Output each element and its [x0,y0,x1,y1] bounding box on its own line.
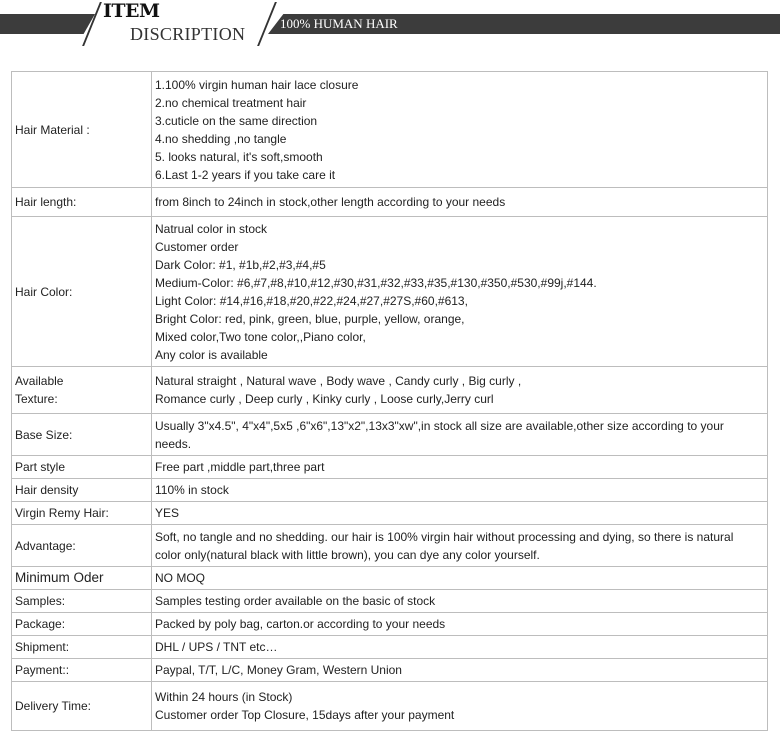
row-texture [12,367,768,414]
header-slash-right [257,2,277,46]
label-hair-material: Hair Material : [12,72,152,188]
value-delivery-time [152,682,768,731]
value-hair-density: 110% in stock [152,479,768,502]
header-band-left [0,14,95,34]
label-texture [12,367,152,414]
texture-line: Romance curly , Deep curly , Kinky curly , Loose curly,Jerry curl [155,392,494,406]
delivery-line: Customer order Top Closure, 15days after your payment [155,708,455,722]
label-base-size: Base Size: [12,414,152,456]
row-delivery-time [12,682,768,731]
material-line: 3.cuticle on the same direction [155,113,318,128]
row-remy [12,502,768,525]
advantage-line: color only(natural black with little brown), you can dye any color yourself. [155,547,540,562]
value-payment: Paypal, T/T, L/C, Money Gram, Western Union [152,659,768,682]
row-hair-material [12,72,768,188]
color-line: Natrual color in stock [155,221,268,236]
label-remy: Virgin Remy Hair: [12,502,152,525]
label-hair-density: Hair density [12,479,152,502]
color-line: Any color is available [155,347,268,362]
label-delivery-time: Delivery Time: [12,682,152,731]
advantage-line: Soft, no tangle and no shedding. our hair is 100% virgin hair without processing and dying, so there is natural [155,529,734,544]
label-samples: Samples: [12,590,152,613]
row-hair-color [12,217,768,367]
material-line: 4.no shedding ,no tangle [155,131,287,146]
label-moq: Minimum Oder [12,567,152,590]
color-line: Bright Color: red, pink, green, blue, purple, yellow, orange, [155,311,465,326]
value-hair-color [152,217,768,367]
label-advantage: Advantage: [12,525,152,567]
spec-table [11,71,768,731]
base-line: needs. [155,436,192,451]
value-samples: Samples testing order available on the basic of stock [152,590,768,613]
row-package [12,613,768,636]
value-hair-length: from 8inch to 24inch in stock,other length according to your needs [152,188,768,217]
row-base-size [12,414,768,456]
row-moq [12,567,768,590]
delivery-line: Within 24 hours (in Stock) [155,690,293,704]
value-shipment: DHL / UPS / TNT etc… [152,636,768,659]
value-base-size [152,414,768,456]
material-line: 2.no chemical treatment hair [155,95,307,110]
color-line: Mixed color,Two tone color,,Piano color, [155,329,366,344]
material-line: 5. looks natural, it's soft,smooth [155,149,323,164]
row-samples [12,590,768,613]
section-header [0,0,780,48]
label-package: Package: [12,613,152,636]
label-hair-length: Hair length: [12,188,152,217]
value-part-style: Free part ,middle part,three part [152,456,768,479]
label-shipment: Shipment: [12,636,152,659]
material-line: 1.100% virgin human hair lace closure [155,77,359,92]
row-payment [12,659,768,682]
value-texture [152,367,768,414]
header-title-description: DISCRIPTION [130,24,246,44]
texture-label-line: Available [15,374,64,388]
value-advantage [152,525,768,567]
row-advantage [12,525,768,567]
value-hair-material [152,72,768,188]
color-line: Light Color: #14,#16,#18,#20,#22,#24,#27,#27S,#60,#613, [155,293,468,308]
material-line: 6.Last 1-2 years if you take care it [155,167,336,182]
label-payment: Payment:: [12,659,152,682]
label-part-style: Part style [12,456,152,479]
value-package: Packed by poly bag, carton.or according to your needs [152,613,768,636]
label-hair-color: Hair Color: [12,217,152,367]
base-line: Usually 3"x4.5", 4"x4",5x5 ,6"x6",13"x2",13x3"xw",in stock all size are available,other size according to your [155,418,724,433]
texture-line: Natural straight , Natural wave , Body wave , Candy curly , Big curly , [155,374,522,388]
row-part-style [12,456,768,479]
color-line: Medium-Color: #6,#7,#8,#10,#12,#30,#31,#32,#33,#35,#130,#350,#530,#99j,#144. [155,275,597,290]
texture-label-line: Texture: [15,392,58,406]
color-line: Customer order [155,239,239,254]
row-hair-density [12,479,768,502]
row-hair-length [12,188,768,217]
header-band-text: 100% HUMAN HAIR [280,16,398,31]
header-title-item: ITEM [103,0,160,22]
color-line: Dark Color: #1, #1b,#2,#3,#4,#5 [155,257,326,272]
value-remy: YES [152,502,768,525]
row-shipment [12,636,768,659]
value-moq: NO MOQ [152,567,768,590]
